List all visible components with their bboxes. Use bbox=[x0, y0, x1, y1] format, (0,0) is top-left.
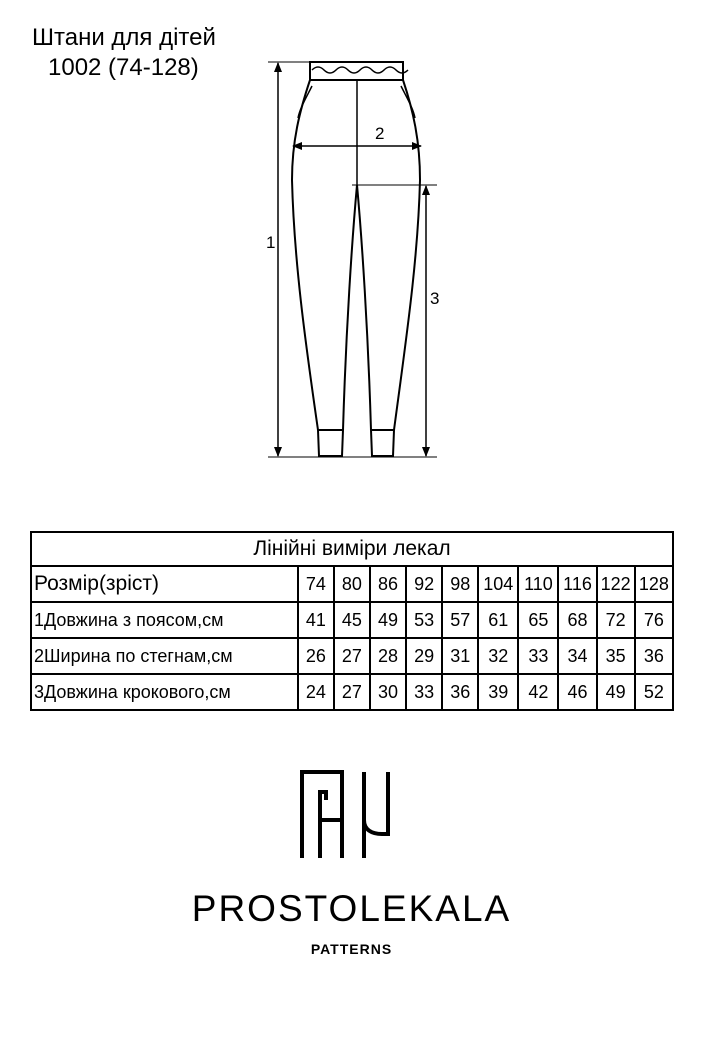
size-header-cell: 116 bbox=[558, 566, 596, 602]
table-caption: Лінійні виміри лекал bbox=[31, 532, 673, 566]
table-cell: 41 bbox=[298, 602, 334, 638]
size-header-cell: 104 bbox=[478, 566, 518, 602]
row-label-inseam: 3Довжина крокового,см bbox=[31, 674, 298, 710]
inseam bbox=[343, 185, 371, 430]
table-cell: 42 bbox=[518, 674, 558, 710]
measure-label-1: 1 bbox=[266, 233, 276, 252]
table-cell: 36 bbox=[635, 638, 673, 674]
table-cell: 76 bbox=[635, 602, 673, 638]
size-header-cell: 128 bbox=[635, 566, 673, 602]
waistband bbox=[310, 62, 403, 80]
table-cell: 32 bbox=[478, 638, 518, 674]
table-cell: 53 bbox=[406, 602, 442, 638]
table-row bbox=[31, 638, 673, 674]
table-cell: 35 bbox=[597, 638, 635, 674]
size-header-cell: 74 bbox=[298, 566, 334, 602]
trousers-outline bbox=[292, 62, 420, 456]
table-cell: 24 bbox=[298, 674, 334, 710]
model-number: 1002 (74-128) bbox=[48, 54, 199, 81]
left-leg-outer bbox=[292, 80, 318, 430]
table-cell: 72 bbox=[597, 602, 635, 638]
table-cell: 46 bbox=[558, 674, 596, 710]
table-cell: 26 bbox=[298, 638, 334, 674]
page-title: Штани для дітей bbox=[32, 24, 216, 51]
table-row bbox=[31, 674, 673, 710]
measurements-table bbox=[30, 531, 674, 711]
table-cell: 33 bbox=[518, 638, 558, 674]
brand-logo bbox=[300, 770, 390, 860]
size-header-cell: 110 bbox=[518, 566, 558, 602]
table-cell: 33 bbox=[406, 674, 442, 710]
left-cuff bbox=[318, 430, 343, 456]
table-cell: 39 bbox=[478, 674, 518, 710]
right-leg-outer bbox=[394, 80, 420, 430]
table-cell: 61 bbox=[478, 602, 518, 638]
left-pocket bbox=[298, 86, 312, 118]
table-caption-row bbox=[31, 532, 673, 566]
row-label-length: 1Довжина з поясом,см bbox=[31, 602, 298, 638]
table-cell: 31 bbox=[442, 638, 478, 674]
size-header-cell: 92 bbox=[406, 566, 442, 602]
table-cell: 28 bbox=[370, 638, 406, 674]
table-cell: 45 bbox=[334, 602, 370, 638]
table-cell: 57 bbox=[442, 602, 478, 638]
size-header-cell: 86 bbox=[370, 566, 406, 602]
table-cell: 27 bbox=[334, 638, 370, 674]
size-header-cell: 122 bbox=[597, 566, 635, 602]
table-cell: 30 bbox=[370, 674, 406, 710]
size-header-cell: 98 bbox=[442, 566, 478, 602]
brand-tagline: PATTERNS bbox=[310, 941, 393, 957]
right-pocket bbox=[401, 86, 415, 118]
measure-label-3: 3 bbox=[430, 289, 440, 308]
brand-name: PROSTOLEKALA bbox=[191, 888, 512, 929]
table-cell: 68 bbox=[558, 602, 596, 638]
table-cell: 49 bbox=[370, 602, 406, 638]
table-cell: 52 bbox=[635, 674, 673, 710]
table-cell: 65 bbox=[518, 602, 558, 638]
trousers-diagram bbox=[0, 0, 703, 500]
right-cuff bbox=[371, 430, 394, 456]
size-header-row bbox=[31, 566, 673, 602]
table-cell: 36 bbox=[442, 674, 478, 710]
measure-lines bbox=[268, 62, 440, 457]
table-cell: 29 bbox=[406, 638, 442, 674]
table-cell: 49 bbox=[597, 674, 635, 710]
row-label-hip-width: 2Ширина по стегнам,см bbox=[31, 638, 298, 674]
measure-label-2: 2 bbox=[375, 124, 385, 143]
size-header-cell: 80 bbox=[334, 566, 370, 602]
table-row bbox=[31, 602, 673, 638]
size-header-label: Розмір(зріст) bbox=[31, 566, 298, 602]
table-cell: 34 bbox=[558, 638, 596, 674]
table-cell: 27 bbox=[334, 674, 370, 710]
